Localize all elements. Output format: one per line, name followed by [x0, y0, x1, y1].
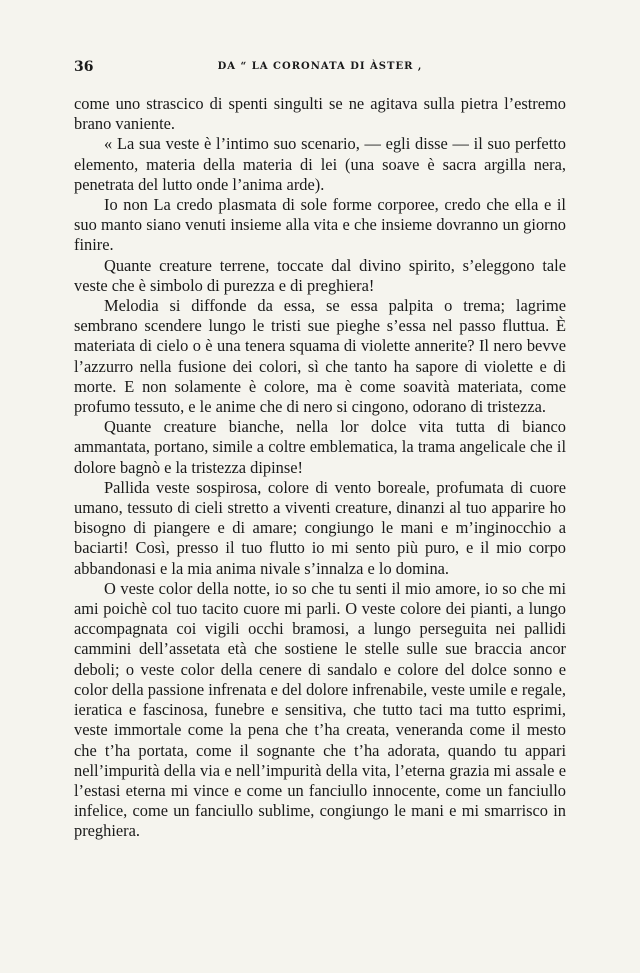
body-text	[74, 94, 566, 842]
paragraph: Pallida veste sospirosa, colore di vento boreale, profumata di cuore umano, tessuto di cieli stretto a viventi creature, dinanzi al tuo apparire ho bisogno di piangere e di amare; congiungo le mani e m’inginocchio a baciarti! Così, presso il tuo flutto io mi sento più puro, e il mio corpo abbandonasi e la mia anima nivale s’innalza e lo domina.	[74, 477, 566, 578]
paragraph: Io non La credo plasmata di sole forme corporee, credo che ella e il suo manto siano venuti insieme alla vita e che insieme dovranno un giorno finire.	[74, 195, 566, 255]
page-header	[74, 56, 566, 78]
paragraph: Quante creature terrene, toccate dal divino spirito, s’eleggono tale veste che è simbolo di purezza e di preghiera!	[74, 255, 566, 295]
paragraph: « La sua veste è l’intimo suo scenario, — egli disse — il suo perfetto elemento, materia della materia di lei (una soave è sacra argilla nera, penetrata del lutto onde l’anima arde).	[74, 134, 566, 194]
paragraph: O veste color della notte, io so che tu senti il mio amore, io so che mi ami poichè col tuo tacito cuore mi parli. O veste colore dei pianti, a lungo accompagnata coi vigili occhi bramosi, a lungo perseguita nei pallidi cammini dell’assetata età che sostiene le stelle sulle sue braccia ancor deboli; o veste color della cenere di sandalo e colore del dolce sonno e color della passione infrenata e del dolore infrenabile, veste umile e regale, ieratica e fascinosa, funebre e sensitiva, che tutto taci ma tutto esprimi, veste immortale come la pena che t’ha creata, veneranda come il mesto che t’ha portata, come il sognante che t’ha adorata, quando tu appari nell’impurità della via e nell’impurità della vita, l’eterna grazia mi assale e l’estasi eterna mi vince e come un fanciullo innocente, come un fanciullo infelice, come un fanciullo sublime, congiungo le mani e mi smarrisco in preghiera.	[74, 578, 566, 841]
paragraph: Quante creature bianche, nella lor dolce vita tutta di bianco ammantata, portano, simile a coltre emblematica, la trama angelicale che il dolore bagnò e la tristezza dipinse!	[74, 417, 566, 477]
paragraph: come uno strascico di spenti singulti se ne agitava sulla pietra l’estremo brano vaniente.	[74, 94, 566, 134]
running-title: DA “ LA CORONATA DI ÀSTER ,	[217, 61, 423, 72]
page-number: 36	[74, 59, 94, 75]
paragraph: Melodia si diffonde da essa, se essa palpita o trema; lagrime sembrano scendere lungo le tristi sue pieghe s’essa nel passo fluttua. È materiata di cielo o è una tenera squama di violette annerite? Il nero bevve l’azzurro nella fusione dei colori, sì che tanto ha sapore di violette e di morte. E non solamente è colore, ma è come soavità materiata, come profumo tessuto, e le anime che di nero si cingono, odorano di tristezza.	[74, 296, 566, 417]
